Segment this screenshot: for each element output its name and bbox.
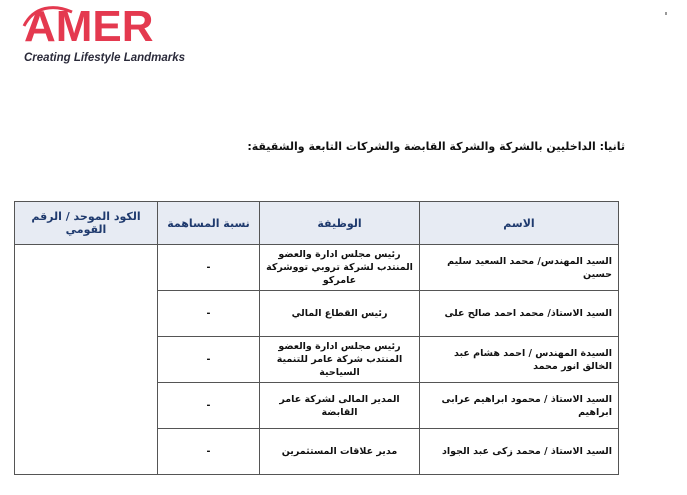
header-share: نسبة المساهمة (158, 202, 260, 245)
logo-tagline: Creating Lifestyle Landmarks (24, 52, 186, 64)
cell-code (15, 245, 158, 475)
header-code: الكود الموحد / الرقم القومي (15, 202, 158, 245)
cell-name: السيد الاستاذ / محمد زكى عبد الجواد (420, 429, 619, 475)
cell-share: - (158, 337, 260, 383)
cell-job: رئيس مجلس ادارة والعضو المنتدب لشركة تروبي تووشركة عامركو (260, 245, 420, 291)
cell-name: السيدة المهندس / احمد هشام عبد الخالق انور محمد (420, 337, 619, 383)
company-logo (20, 2, 220, 72)
header-name: الاسم (420, 202, 619, 245)
cell-share: - (158, 429, 260, 475)
scan-speck (665, 12, 667, 15)
cell-name: السيد الاستاذ / محمود ابراهيم عرابى ابراهيم (420, 383, 619, 429)
section-heading: ثانيا: الداخليين بالشركة والشركة القابضة والشركات التابعة والشقيقة: (247, 140, 625, 153)
cell-share: - (158, 291, 260, 337)
cell-share: - (158, 245, 260, 291)
logo-wordmark: AMER (24, 2, 154, 51)
cell-job: المدير المالى لشركة عامر القابضة (260, 383, 420, 429)
cell-job: رئيس مجلس ادارة والعضو المنتدب شركة عامر للتنمية السياحية (260, 337, 420, 383)
table-header-row (15, 202, 619, 245)
table-row (15, 245, 619, 291)
cell-job: رئيس القطاع المالي (260, 291, 420, 337)
cell-job: مدير علاقات المستثمرين (260, 429, 420, 475)
header-job: الوظيفة (260, 202, 420, 245)
cell-name: السيد الاستاذ/ محمد احمد صالح على (420, 291, 619, 337)
insiders-table (14, 201, 619, 475)
cell-name: السيد المهندس/ محمد السعيد سليم حسين (420, 245, 619, 291)
cell-share: - (158, 383, 260, 429)
